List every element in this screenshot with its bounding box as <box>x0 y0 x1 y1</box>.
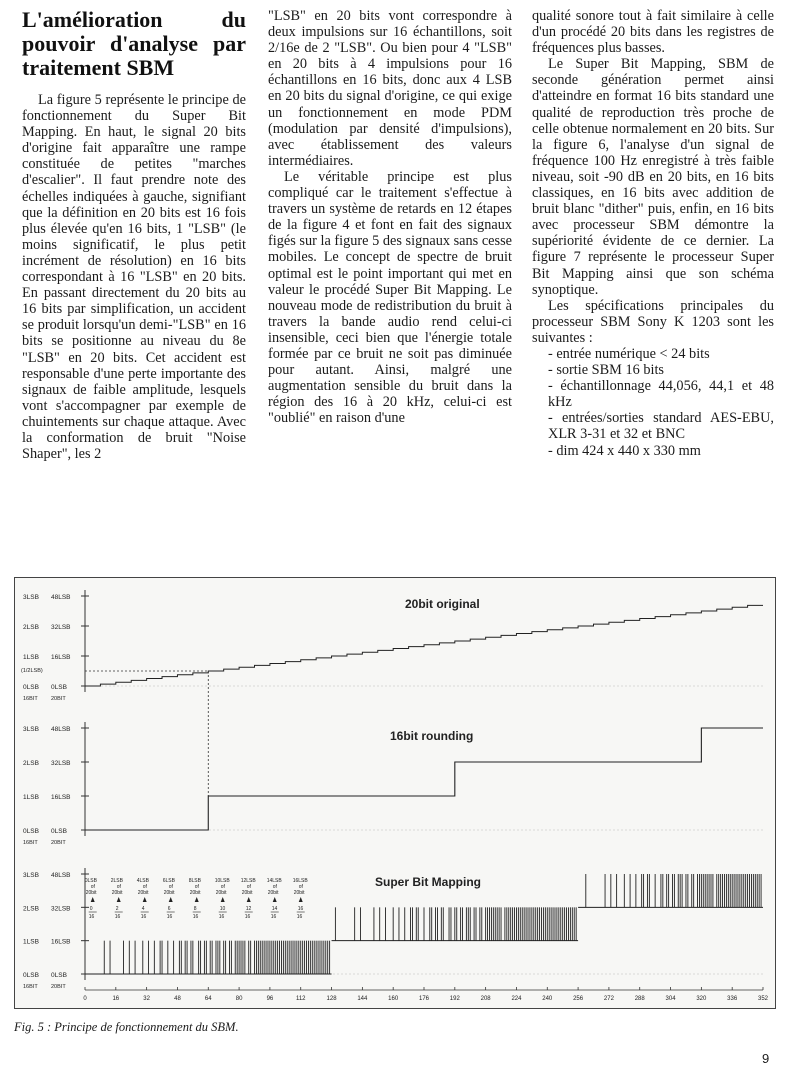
x-tick-label: 32 <box>143 996 150 1002</box>
sbm-lsb-label: 10LSB <box>214 878 230 884</box>
y-label-16bit: 2LSB <box>23 905 39 913</box>
panel-title: Super Bit Mapping <box>375 875 481 889</box>
y-label-20bit: 0LSB <box>51 972 67 979</box>
x-tick-label: 128 <box>326 996 337 1002</box>
sbm-diagram-svg <box>15 578 775 1008</box>
sbm-arrow <box>247 897 251 902</box>
y-label-20bit: 16LSB <box>51 938 71 946</box>
sbm-den: 16 <box>296 914 303 920</box>
sbm-of-label: of <box>116 884 121 890</box>
x-tick-label: 304 <box>665 996 676 1002</box>
sbm-of-label: of <box>246 884 251 890</box>
spec-item: - entrée numérique < 24 bits <box>548 345 710 362</box>
sbm-den: 16 <box>244 914 251 920</box>
y-label-16bit: 0LSB <box>23 828 39 835</box>
y-label-20bit: 32LSB <box>51 624 71 631</box>
bit20-label: 20BIT <box>51 696 66 702</box>
x-tick-label: 80 <box>235 996 243 1002</box>
bit16-label: 16BIT <box>23 984 38 990</box>
sbm-lsb-label: 2LSB <box>110 878 123 884</box>
sbm-lsb-label: 14LSB <box>266 878 282 884</box>
figure-sbm-diagram <box>14 577 776 1009</box>
y-label-20bit: 16LSB <box>51 654 71 661</box>
sbm-20bit-label: 20bit <box>267 890 279 896</box>
bit20-label: 20BIT <box>51 840 66 846</box>
x-tick-label: 144 <box>357 996 368 1002</box>
paragraph: Le Super Bit Mapping, SBM de seconde génération permet ainsi d'atteindre en format 16 bits standard une qualité de reproduction très proche de celle obtenue normalement en 20 bits. Sur la figure 6, l'analyse d'un signal de fréquence 100 Hz enregistré à très faible niveau, soit -90 dB en 20 bits, en 16 bits classiques, en 16 bits avec addition de bruit blanc "dither" puis, enfin, en 16 bits avec processeur SBM démontre la supériorité évidente de ce dernier. La figure 7 représente le processeur Super Bit Mapping ainsi que son schéma synoptique. <box>532 56 774 298</box>
sbm-arrow <box>195 897 199 902</box>
sbm-20bit-label: 20bit <box>85 890 97 896</box>
sbm-arrow <box>169 897 173 902</box>
sbm-20bit-label: 20bit <box>293 890 305 896</box>
y-label-16bit: 2LSB <box>23 624 39 631</box>
bit16-label: 16BIT <box>23 840 38 846</box>
x-tick-label: 16 <box>112 996 120 1002</box>
paragraph: Les spécifications principales du processeur SBM Sony K 1203 sont les suivantes : <box>532 297 774 346</box>
y-label-16bit: 1LSB <box>23 654 39 661</box>
x-tick-label: 0 <box>83 996 87 1002</box>
sbm-arrow <box>221 897 225 902</box>
sbm-num: 0 <box>89 906 93 912</box>
y-label-20bit: 32LSB <box>51 760 71 767</box>
sbm-of-label: of <box>272 884 277 890</box>
x-tick-label: 288 <box>634 996 645 1002</box>
y-label-20bit: 16LSB <box>51 794 71 801</box>
sbm-of-label: of <box>220 884 225 890</box>
paragraph: qualité sonore tout à fait similaire à celle d'un procédé 20 bits dans les registres de fréquences plus basses. <box>532 8 774 57</box>
sbm-arrow <box>299 897 303 902</box>
sbm-lsb-label: 12LSB <box>240 878 256 884</box>
y-label-16bit: 1LSB <box>23 938 39 946</box>
y-label-16bit: 2LSB <box>23 760 39 767</box>
figure-caption: Fig. 5 : Principe de fonctionnement du SBM. <box>14 1020 239 1034</box>
sbm-arrow <box>143 897 147 902</box>
bit16-label: 16BIT <box>23 696 38 702</box>
paragraph: La figure 5 représente le principe de fonctionnement du Super Bit Mapping. En haut, le signal 20 bits d'origine fait apparaître une rampe constituée de petites "marches d'escalier". Il faut prendre note des échelles indiquées à gauche, signifiant que la définition en 20 bits est 16 fois plus élevée qu'en 16 bits, 1 "LSB" (le moins significatif, le plus petit incrément de résolution) en 16 bits correspondant à 16 "LSB" en 20 bits. En passant directement du 20 bits au 16 bits par simplification, un accident se produit lorsqu'un demi-"LSB" en 16 bits se positionne au niveau du 8e "LSB" en 20 bits. Cet accident est responsable d'une perte importante des signaux de faible amplitude, lesquels vont s'accompagner par exemple de chuintements sur chaque attaque. Avec la conformation de bruit "Noise Shaper", les 2 <box>22 92 246 463</box>
sbm-lsb-label: 4LSB <box>136 878 149 884</box>
rounded-16bit <box>85 728 763 830</box>
sbm-den: 16 <box>218 914 225 920</box>
sbm-lsb-label: 8LSB <box>188 878 201 884</box>
sbm-den: 16 <box>140 914 147 920</box>
y-label-20bit: 48LSB <box>51 594 71 601</box>
sbm-20bit-label: 20bit <box>111 890 123 896</box>
x-tick-label: 208 <box>480 996 491 1002</box>
x-tick-label: 352 <box>757 996 769 1002</box>
x-tick-label: 192 <box>449 996 460 1002</box>
x-tick-label: 96 <box>266 996 274 1002</box>
sbm-of-label: of <box>90 884 95 890</box>
sbm-den: 16 <box>270 914 277 920</box>
column-3 <box>532 8 774 459</box>
paragraph: "LSB" en 20 bits vont correspondre à deux impulsions sur 16 échantillons, soit 2/16e de 2 "LSB". Ou bien pour 4 "LSB" en 20 bits à 4 impulsions pour 16 échantillons en 16 bits, donc aux 4 LSB en 20 bits du signal d'origine, ce qui exige un fonctionnement en mode PDM (modulation par densité d'impulsions), avec établissement des valeurs intermédiaires. <box>268 8 512 169</box>
y-label-20bit: 48LSB <box>51 726 71 733</box>
sbm-20bit-label: 20bit <box>137 890 149 896</box>
x-tick-label: 240 <box>542 996 553 1002</box>
sbm-lsb-label: 0LSB <box>84 878 97 884</box>
sbm-lsb-label: 16LSB <box>292 878 308 884</box>
panel-title: 20bit original <box>405 597 480 611</box>
y-label-16bit: 3LSB <box>23 594 39 601</box>
sbm-lsb-label: 6LSB <box>162 878 175 884</box>
y-label-16bit: 3LSB <box>23 726 39 733</box>
x-tick-label: 48 <box>174 996 181 1002</box>
y-label-20bit: 32LSB <box>51 905 71 913</box>
x-tick-label: 64 <box>204 996 212 1002</box>
sbm-num: 2 <box>115 906 119 912</box>
sbm-of-label: of <box>298 884 303 890</box>
x-tick-label: 160 <box>388 996 399 1002</box>
spec-item: - entrées/sorties standard AES-EBU, XLR 3-31 et 32 et BNC <box>548 410 774 443</box>
spec-item: - échantillonnage 44,056, 44,1 et 48 kHz <box>548 378 774 411</box>
sbm-den: 16 <box>88 914 95 920</box>
sbm-arrow <box>117 897 121 902</box>
article-heading: L'amélioration du pouvoir d'analyse par traitement SBM <box>22 7 246 80</box>
spec-item: - sortie SBM 16 bits <box>548 362 664 379</box>
sbm-den: 16 <box>114 914 121 920</box>
sbm-num: 10 <box>219 906 226 912</box>
column-2 <box>268 8 512 426</box>
sbm-20bit-label: 20bit <box>215 890 227 896</box>
sbm-20bit-label: 20bit <box>241 890 253 896</box>
sbm-arrow <box>273 897 277 902</box>
paragraph: Le véritable principe est plus compliqué car le traitement s'effectue à travers un système de retards en 12 étapes de la figure 4 et font en fait des signaux figés sur la figure 5 des signaux sans cesse mobiles. Le concept de spectre de bruit optimal est le point important qui met en valeur le procédé Super Bit Mapping. Le nouveau mode de redistribution du bruit à travers la bande audio rend celui-ci insensible, ceci bien que l'énergie totale formée par ce bruit ne soit pas diminuée pour autant. Ainsi, malgré une augmentation sensible du bruit dans la région des 16 à 20 kHz, celui-ci est "oublié" en raison d'une <box>268 168 512 427</box>
sbm-arrow <box>91 897 95 902</box>
bit20-label: 20BIT <box>51 984 66 990</box>
sbm-num: 6 <box>167 906 171 912</box>
panel-title: 16bit rounding <box>390 729 474 743</box>
x-tick-label: 176 <box>418 996 430 1002</box>
x-tick-label: 112 <box>295 996 306 1002</box>
x-tick-label: 320 <box>696 996 707 1002</box>
x-tick-label: 224 <box>511 996 522 1002</box>
sbm-num: 4 <box>141 906 145 912</box>
sbm-den: 16 <box>192 914 199 920</box>
x-tick-label: 256 <box>573 996 584 1002</box>
half-lsb-label: (1/2LSB) <box>21 668 43 674</box>
ramp-20bit <box>85 605 763 686</box>
sbm-num: 16 <box>297 906 304 912</box>
sbm-of-label: of <box>194 884 199 890</box>
y-label-16bit: 0LSB <box>23 684 39 691</box>
sbm-of-label: of <box>168 884 173 890</box>
y-label-20bit: 0LSB <box>51 828 67 835</box>
sbm-num: 14 <box>271 906 278 912</box>
page-number: 9 <box>762 1051 770 1066</box>
x-tick-label: 336 <box>727 996 738 1002</box>
column-1 <box>22 8 246 462</box>
y-label-20bit: 0LSB <box>51 684 67 691</box>
sbm-num: 8 <box>193 906 197 912</box>
sbm-20bit-label: 20bit <box>189 890 201 896</box>
y-label-16bit: 3LSB <box>23 872 39 879</box>
sbm-of-label: of <box>142 884 147 890</box>
sbm-num: 12 <box>245 906 252 912</box>
y-label-16bit: 1LSB <box>23 794 39 801</box>
sbm-den: 16 <box>166 914 173 920</box>
x-tick-label: 272 <box>603 996 614 1002</box>
y-label-16bit: 0LSB <box>23 972 39 979</box>
spec-item: - dim 424 x 440 x 330 mm <box>548 442 701 459</box>
y-label-20bit: 48LSB <box>51 872 71 879</box>
sbm-20bit-label: 20bit <box>163 890 175 896</box>
